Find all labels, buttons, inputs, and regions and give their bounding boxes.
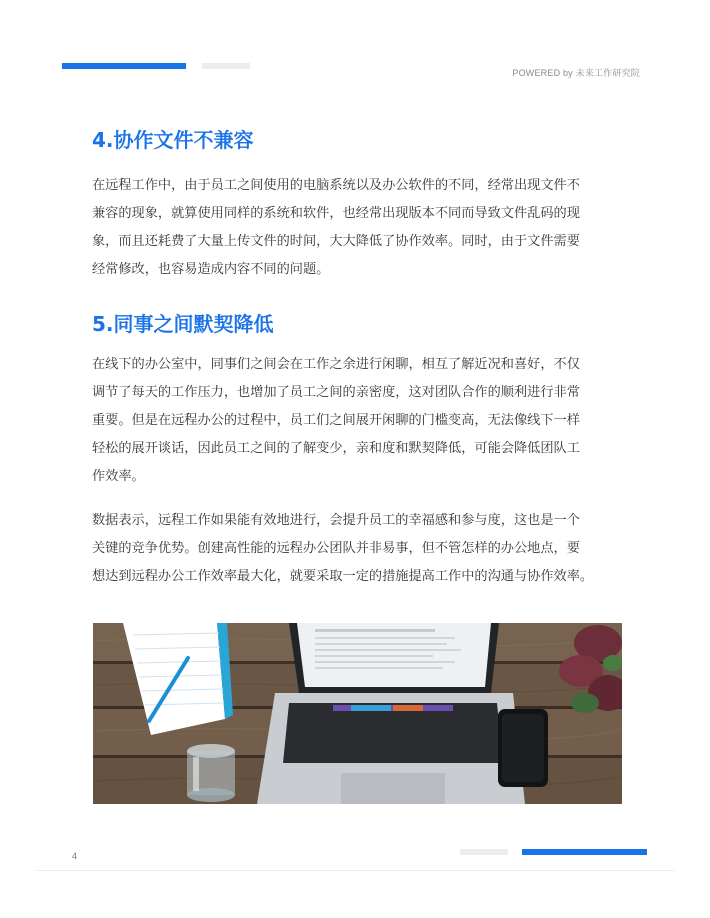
paragraph-line: 重要。但是在远程办公的过程中，员工们之间展开闲聊的门槛变高，无法像线下一样: [92, 413, 580, 428]
section-5-paragraph-2: [92, 507, 624, 591]
paragraph-line: 想达到远程办公工作效率最大化，就要采取一定的措施提高工作中的沟通与协作效率。: [92, 569, 594, 584]
paragraph-line: 关键的竞争优势。创建高性能的远程办公团队并非易事，但不管怎样的办公地点，要: [92, 541, 580, 556]
page-number: 4: [72, 851, 78, 861]
footer-divider: [36, 870, 674, 871]
section-5-paragraph-1: [92, 351, 624, 491]
header-muted-bar: [202, 63, 250, 69]
workspace-photo: [93, 623, 622, 804]
section-4-paragraph: [92, 172, 624, 284]
paragraph-line: 经常修改，也容易造成内容不同的问题。: [92, 262, 330, 277]
laptop-illustration: [257, 623, 525, 804]
paragraph-line: 在线下的办公室中，同事们之间会在工作之余进行闲聊，相互了解近况和喜好，不仅: [92, 357, 580, 372]
footer-accent-bar: [522, 849, 647, 855]
header-accent-bar: [62, 63, 186, 69]
glass-illustration: [187, 744, 235, 802]
paragraph-line: 兼容的现象，就算使用同样的系统和软件，也经常出现版本不同而导致文件乱码的现: [92, 206, 580, 221]
paragraph-line: 调节了每天的工作压力，也增加了员工之间的亲密度，这对团队合作的顺利进行非常: [92, 385, 580, 400]
section-5-title: 5.同事之间默契降低: [92, 312, 274, 336]
paragraph-line: 轻松的展开谈话，因此员工之间的了解变少，亲和度和默契降低，可能会降低团队工: [92, 441, 580, 456]
powered-by-label: POWERED by 未来工作研究院: [512, 68, 640, 78]
section-4-title: 4.协作文件不兼容: [92, 128, 254, 152]
paragraph-line: 在远程工作中，由于员工之间使用的电脑系统以及办公软件的不同，经常出现文件不: [92, 178, 580, 193]
paragraph-line: 作效率。: [92, 469, 145, 484]
footer-muted-bar: [460, 849, 508, 855]
paragraph-line: 象，而且还耗费了大量上传文件的时间，大大降低了协作效率。同时，由于文件需要: [92, 234, 580, 249]
paragraph-line: 数据表示，远程工作如果能有效地进行，会提升员工的幸福感和参与度，这也是一个: [92, 513, 580, 528]
phone-illustration: [498, 709, 548, 787]
